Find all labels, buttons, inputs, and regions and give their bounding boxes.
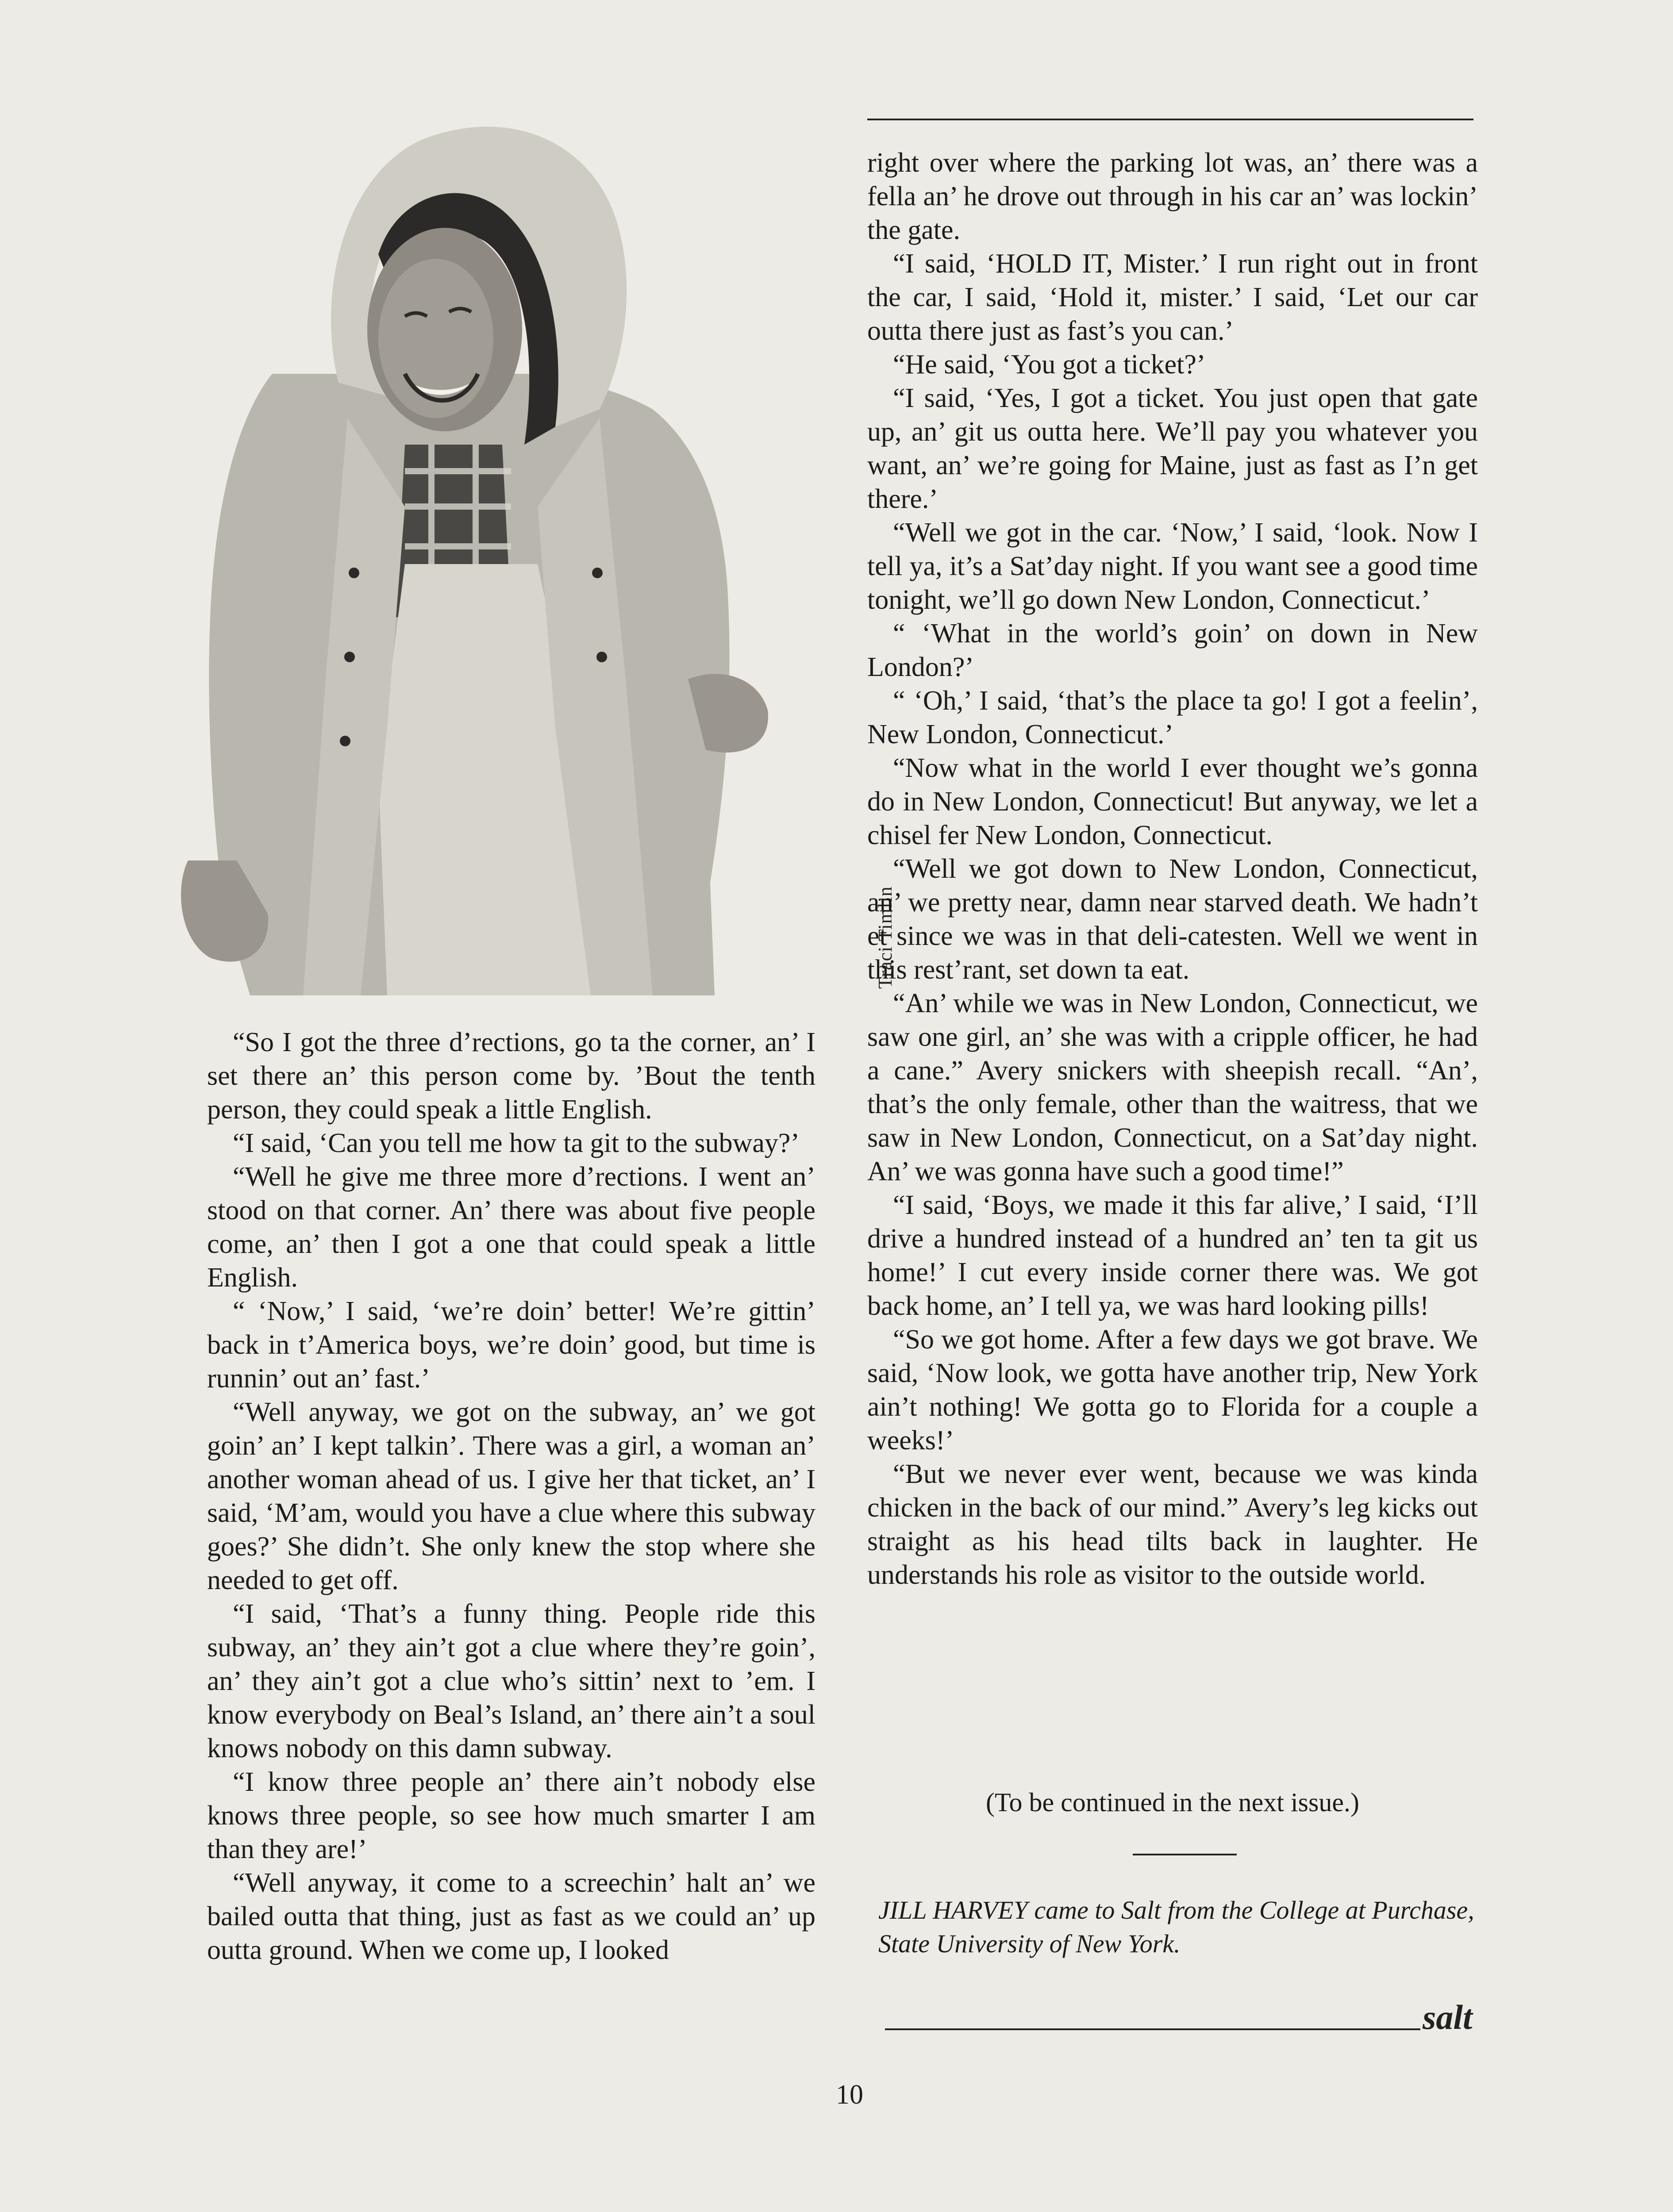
page-number: 10	[836, 2080, 863, 2110]
left-paragraph: “I said, ‘Can you tell me how ta git to the subway?’	[233, 1128, 800, 1158]
right-text-column	[867, 146, 1478, 1592]
salt-logo: salt	[1423, 1998, 1473, 2036]
left-paragraph: “Well he give me three more d’rections. I went an’ stood on that corner. An’ there was about five people come, an’ then I got a one that could speak a little English.	[207, 1162, 815, 1293]
right-paragraph: “ ‘Oh,’ I said, ‘that’s the place ta go! I got a feelin’, New London, Connecticut.’	[867, 686, 1478, 749]
top-rule-divider	[867, 119, 1473, 120]
right-paragraph: “Well we got in the car. ‘Now,’ I said, ‘look. Now I tell ya, it’s a Sat’day night. If you want see a good time tonight, we’ll go down New London, Connecticut.’	[867, 518, 1478, 615]
right-paragraph: “I said, ‘Yes, I got a ticket. You just open that gate up, an’ git us outta here. We’ll pay you whatever you want, an’ we’re going for Maine, just as fast as I’n get there.’	[867, 383, 1478, 514]
right-paragraph: “An’ while we was in New London, Connecticut, we saw one girl, an’ she was with a cripple officer, he had a cane.” Avery snickers with sheepish recall. “An’, that’s the only female, other than the waitress, that we saw in New London, Connecticut, on a Sat’day night. An’ we was gonna have such a good time!”	[867, 988, 1478, 1187]
right-paragraph: “I said, ‘Boys, we made it this far alive,’ I said, ‘I’ll drive a hundred instead of a hundred an’ ten ta git us home!’ I cut every inside corner there was. We got back home, an’ I tell ya, we was hard looking pills!	[867, 1190, 1478, 1321]
short-rule-divider	[1133, 1854, 1237, 1855]
left-paragraph: “I said, ‘That’s a funny thing. People ride this subway, an’ they ain’t got a clue where they’re goin’, an’ they ain’t got a clue who’s sittin’ next to ’em. I know everybody on Beal’s Island, an’ there ain’t a soul knows nobody on this damn subway.	[207, 1599, 815, 1763]
photo-credit: Traci Timlin	[874, 886, 896, 989]
photo-woman-in-raincoat	[157, 108, 896, 995]
left-paragraph: “I know three people an’ there ain’t nobody else knows three people, so see how much smarter I am than they are!’	[207, 1767, 815, 1864]
left-paragraph: “So I got the three d’rections, go ta the corner, an’ I set there an’ this person come by. ’Bout the tenth person, they could speak a little English.	[207, 1027, 815, 1125]
author-bio: JILL HARVEY came to Salt from the College at Purchase, State University of New York.	[878, 1896, 1474, 1958]
right-paragraph: “But we never ever went, because we was kinda chicken in the back of our mind.” Avery’s leg kicks out straight as his head tilts back in laughter. He understands his role as visitor to the outside world.	[867, 1459, 1478, 1590]
right-paragraph: “Now what in the world I ever thought we’s gonna do in New London, Connecticut! But anyway, we let a chisel fer New London, Connecticut.	[867, 753, 1478, 850]
left-text-column	[207, 1025, 815, 1967]
portrait-illustration	[157, 108, 774, 995]
left-paragraph: “Well anyway, it come to a screechin’ halt an’ we bailed outta that thing, just as fast as we could an’ up outta ground. When we come up, I looked	[207, 1868, 815, 1965]
left-paragraph: “Well anyway, we got on the subway, an’ we got goin’ an’ I kept talkin’. There was a girl, a woman an’ another woman ahead of us. I give her that ticket, an’ I said, ‘M’am, would you have a clue where this subway goes?’ She didn’t. She only knew the stop where she needed to get off.	[207, 1397, 815, 1595]
left-paragraph: “ ‘Now,’ I said, ‘we’re doin’ better! We’re gittin’ back in t’America boys, we’re doin’ good, but time is runnin’ out an’ fast.’	[207, 1296, 815, 1394]
right-paragraph: “He said, ‘You got a ticket?’	[893, 349, 1206, 380]
right-paragraph: “So we got home. After a few days we got brave. We said, ‘Now look, we gotta have another trip, New York ain’t nothing! We gotta go to Florida for a couple a weeks!’	[867, 1325, 1478, 1455]
right-paragraph: right over where the parking lot was, an’ there was a fella an’ he drove out through in his car an’ was lockin’ the gate.	[867, 148, 1478, 245]
continued-note: (To be continued in the next issue.)	[986, 1788, 1359, 1817]
right-paragraph: “Well we got down to New London, Connecticut, an’ we pretty near, damn near starved death. We hadn’t et since we was in that deli-catesten. Well we went in this rest’rant, set down ta eat.	[867, 854, 1478, 985]
right-paragraph: “ ‘What in the world’s goin’ on down in New London?’	[867, 618, 1478, 682]
bottom-rule-divider	[885, 2028, 1420, 2030]
right-paragraph: “I said, ‘HOLD IT, Mister.’ I run right out in front the car, I said, ‘Hold it, mister.’ I said, ‘Let our car outta there just as fast’s you can.’	[867, 249, 1478, 346]
